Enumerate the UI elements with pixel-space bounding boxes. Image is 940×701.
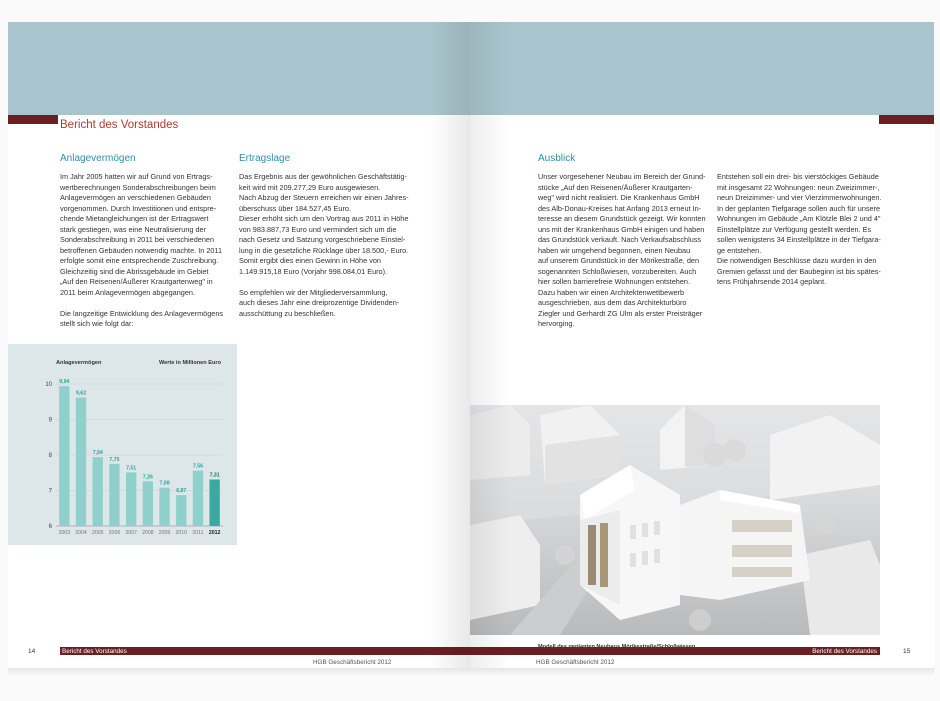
text-line: Somit ergibt dies einen Gewinn in Höhe von — [239, 256, 381, 265]
text-line: hier sollen barrierefreie Wohnungen entstehen. — [538, 277, 690, 286]
chart-title: Anlagevermögen — [56, 360, 102, 366]
text-line: ausgeschrieben, aus dem das Architekturbüro — [538, 298, 687, 307]
text-line: haben wir umgehend begonnen, einen Neubau — [538, 245, 691, 255]
y-tick-label: 7 — [48, 488, 52, 495]
text-line: Die langzeitige Entwicklung des Anlagevermögens — [60, 308, 224, 318]
text-line: Gleichzeitig sind die Abrissgebäude im Gebiet — [60, 266, 209, 276]
bar-2010 — [176, 495, 186, 526]
x-tick-label: 2003 — [58, 530, 71, 536]
data-label: 7,31 — [209, 472, 220, 479]
data-label: 7,26 — [142, 474, 153, 481]
right-page — [470, 22, 934, 670]
data-label: 7,56 — [192, 463, 204, 470]
bar-2007 — [126, 472, 136, 526]
text-line: Sonderabschreibung in 2011 bei verschiedenen — [60, 235, 215, 244]
y-tick-label: 10 — [45, 382, 52, 388]
bar-2003 — [59, 386, 69, 526]
text-line: Ziegler und Gerhardt ZG Ulm als erster Preisträger — [538, 308, 703, 318]
text-line: erfolgte somit eine entsprechende Zuschreibung. — [60, 256, 219, 265]
x-tick-label: 2004 — [75, 530, 87, 536]
bar-2012 — [209, 479, 219, 526]
text-line: 1.149.915,18 Euro (Vorjahr 998.084,01 Euro). — [239, 266, 388, 276]
chart-plot — [8, 344, 237, 545]
text-line: Die notwendigen Beschlüsse dazu wurden in den — [717, 256, 877, 265]
data-label: 7,08 — [159, 480, 170, 487]
text-line: wertberechnungen Sonderabschreibungen beim — [60, 182, 216, 192]
architecture-model-photo — [470, 405, 880, 635]
text-line: auch dieses Jahr eine dreiprozentige Dividenden- — [239, 298, 400, 307]
text-line: ge entstehen. — [717, 245, 762, 255]
text-line: Unser vorgesehener Neubau im Bereich der Grund- — [538, 172, 706, 181]
bar-2008 — [143, 481, 153, 526]
bar-2011 — [193, 471, 203, 526]
text-line: chende Mietangleichungen ist der Ertragswert — [60, 214, 209, 223]
text-line: Nach Abzug der Steuern erreichen wir einen Jahres- — [239, 193, 409, 202]
left-header-band — [8, 22, 470, 115]
text-line: neun Dreizimmer- und vier Vierzimmerwohnungen. — [717, 193, 882, 202]
x-tick-label: 2007 — [125, 530, 137, 536]
text-line: Dieser erhöht sich um den Vortrag aus 2011 in Höhe — [239, 214, 409, 223]
footer-section-label: Bericht des Vorstandes — [62, 647, 127, 655]
page-number: 15 — [903, 648, 911, 655]
data-label: 6,87 — [176, 488, 187, 495]
ausblick-column-1 — [538, 172, 706, 330]
footer-bar — [470, 647, 880, 655]
bar-2006 — [109, 464, 119, 526]
footer-title: HGB Geschäftsbericht 2012 — [313, 659, 392, 666]
data-label: 7,51 — [126, 465, 137, 472]
ertrag-text — [239, 172, 409, 319]
text-line: des Alb-Donau-Kreises hat Anfang 2013 erneut In- — [538, 203, 702, 213]
text-line: hervorging. — [538, 319, 575, 328]
y-tick-label: 6 — [48, 524, 52, 530]
x-tick-label: 2006 — [108, 530, 121, 536]
anlage-heading: Anlagevermögen — [60, 153, 136, 164]
y-tick-label: 9 — [48, 417, 52, 424]
ausblick-heading: Ausblick — [538, 153, 576, 164]
text-line: Wohnungen im Gebäude „Am Klötzle Blei 2 und 4" — [717, 214, 881, 223]
text-line: stark gestiegen, was eine Neutralisierung der — [60, 224, 207, 234]
text-line: „Auf den Reisenen/Äußerer Krautgartenweg" in — [60, 277, 213, 286]
section-title: Bericht des Vorstandes — [60, 119, 179, 131]
data-label: 9,94 — [59, 379, 70, 386]
text-line: das Grundstück verkauft. Nach Verkaufsabschluss — [538, 235, 702, 244]
text-line: Entstehen soll ein drei- bis vierstöckiges Gebäude — [717, 172, 879, 181]
bar-2005 — [93, 457, 103, 526]
text-line: 2011 beim Anlagevermögen abgegangen. — [60, 287, 195, 297]
chart-subtitle: Werte in Millionen Euro — [158, 360, 221, 366]
text-line: mit insgesamt 22 Wohnungen: neun Zweizimmer-, — [717, 182, 880, 192]
text-line: stücke „Auf den Reisenen/Äußerer Krautgarten- — [538, 182, 693, 192]
text-line: nach Gesetz und Satzung vorgeschriebene Einstel- — [239, 235, 406, 244]
left-page — [8, 22, 470, 670]
text-line: So empfehlen wir der Mitgliederversammlung, — [239, 287, 388, 297]
text-line: Im Jahr 2005 hatten wir auf Grund von Ertrags- — [60, 172, 213, 181]
x-tick-label: 2005 — [91, 530, 104, 536]
right-header-band — [470, 22, 934, 115]
x-tick-label: 2011 — [192, 530, 204, 536]
x-tick-label: 2010 — [175, 530, 188, 536]
text-line: Gremien gefasst und der Baubeginn ist bis spätes- — [717, 266, 881, 276]
bar-2004 — [76, 397, 86, 526]
text-line: betroffenen Gebäuden notwendig machte. In 2011 — [60, 245, 223, 255]
text-line: überschuss über 184.527,45 Euro. — [239, 203, 351, 213]
text-line: von 983.887,73 Euro und vermindert sich um die — [239, 224, 397, 234]
footer-title: HGB Geschäftsbericht 2012 — [536, 659, 615, 666]
page-number: 14 — [28, 648, 36, 655]
x-tick-label: 2009 — [158, 530, 171, 536]
text-line: tens Frühjahrsende 2014 geplant. — [717, 277, 827, 286]
text-line: teresse an diesem Grundstück gezeigt. Wir konnten — [538, 214, 706, 223]
ertrag-heading: Ertragslage — [239, 153, 291, 164]
anlage-chart — [8, 344, 237, 545]
footer-section-label: Bericht des Vorstandes — [812, 647, 877, 655]
data-label: 7,75 — [109, 456, 120, 463]
anlage-text — [60, 172, 223, 330]
x-tick-label: 2012 — [208, 530, 221, 536]
text-line: lung in die gesetzliche Rücklage über 18.500,- Euro. — [239, 245, 409, 255]
ausblick-column-2 — [717, 172, 882, 288]
y-tick-label: 8 — [48, 453, 52, 459]
page-shadow — [8, 668, 934, 676]
data-label: 9,62 — [75, 390, 87, 397]
right-header-accent-bar — [879, 115, 934, 124]
text-line: weg" wird nicht realisiert. Die Krankenhaus GmbH — [538, 193, 700, 202]
text-line: keit wird mit 209.277,29 Euro ausgewiesen. — [239, 182, 381, 192]
text-line: stellt sich wie folgt dar: — [60, 319, 134, 328]
x-tick-label: 2008 — [142, 530, 154, 536]
left-header-accent-bar — [8, 115, 58, 124]
text-line: sollen wenigstens 34 Einstellplätze in der Tiefgara- — [717, 235, 881, 244]
text-line: uns mit der Krankenhaus GmbH einigen und haben — [538, 224, 705, 234]
text-line: Einstellplätze zur Verfügung gestellt werden. Es — [717, 224, 872, 234]
data-label: 7,94 — [92, 450, 103, 457]
text-line: sogenannten Schloßwiesen, vorzubereiten. Auch — [538, 266, 697, 276]
footer-bar — [60, 647, 470, 655]
text-line: Dazu haben wir einen Architektenwettbewerb — [538, 287, 685, 297]
bar-2009 — [159, 488, 169, 526]
text-line: Anlagevermögen an verschiedenen Gebäuden — [60, 193, 211, 202]
text-line: Das Ergebnis aus der gewöhnlichen Geschäftstätig- — [239, 172, 407, 181]
text-line: vorgenommen. Durch Investitionen und entspre- — [60, 203, 217, 213]
text-line: auf unserem Grundstück in der Mörikestraße, den — [538, 256, 700, 265]
spine-shadow-left — [430, 22, 470, 670]
text-line: ausschüttung zu beschließen. — [239, 308, 336, 318]
text-line: In der geplanten Tiefgarage sollen auch für unsere — [717, 203, 881, 213]
